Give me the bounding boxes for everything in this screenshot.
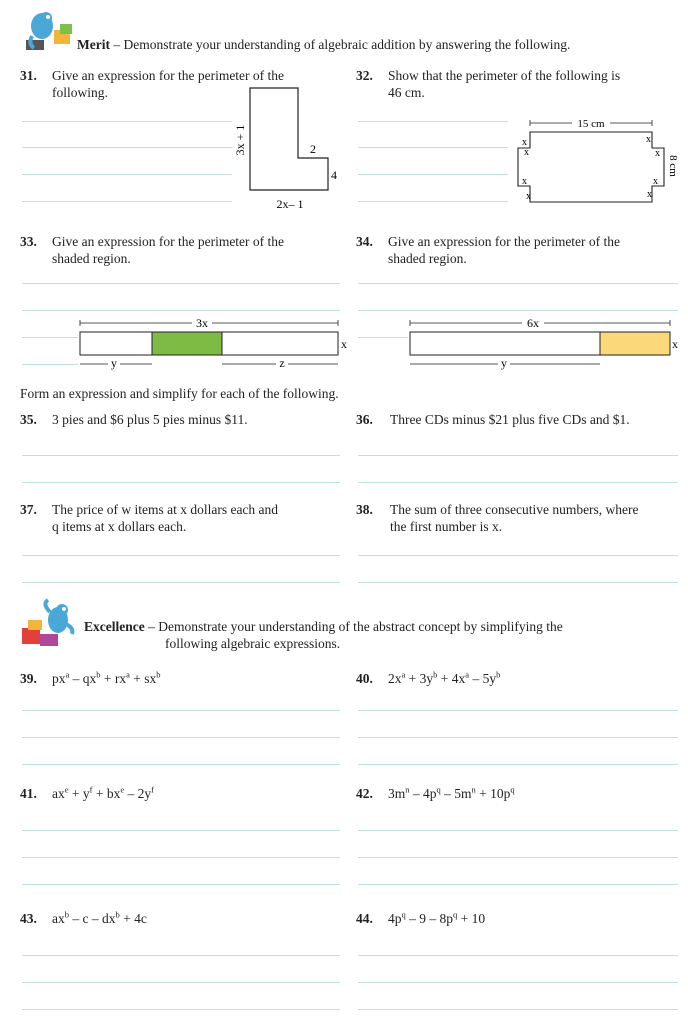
corner-x: x xyxy=(522,176,527,187)
answer-line[interactable] xyxy=(358,982,678,983)
question-expression: $px^a - qx^b + rx^a + sx^b$ xyxy=(52,669,161,686)
question-text: 3 pies and $6 plus 5 pies minus $11. xyxy=(52,412,248,427)
answer-line[interactable] xyxy=(22,857,340,858)
side-right-label: 4 xyxy=(331,168,337,182)
question-number: 40. xyxy=(356,671,373,686)
answer-line[interactable] xyxy=(358,710,678,711)
question-text: Three CDs minus $21 plus five CDs and $1. xyxy=(390,412,630,427)
question-expression: $4p^q - 9 - 8p^q + 10$ xyxy=(388,909,486,926)
answer-line[interactable] xyxy=(22,982,340,983)
excellence-text-2: following algebraic expressions. xyxy=(165,636,341,651)
question-text: Show that the perimeter of the following is xyxy=(388,68,621,83)
top-label: 15 cm xyxy=(577,118,605,130)
answer-line[interactable] xyxy=(22,482,340,483)
question-expression: $ax^e + y^f + bx^e - 2y^f$ xyxy=(52,784,154,801)
question-text: shaded region. xyxy=(388,251,467,266)
question-text: The sum of three consecutive numbers, where xyxy=(390,502,639,517)
mascot-icon xyxy=(20,6,78,54)
question-number: 39. xyxy=(20,671,37,686)
answer-line[interactable] xyxy=(22,737,340,738)
answer-line[interactable] xyxy=(22,283,340,284)
mascot-icon xyxy=(18,598,80,650)
answer-line[interactable] xyxy=(358,283,678,284)
question-number: 44. xyxy=(356,911,373,926)
answer-line[interactable] xyxy=(358,201,508,202)
answer-line[interactable] xyxy=(358,174,508,175)
question-number: 38. xyxy=(356,502,373,517)
merit-heading xyxy=(77,37,570,53)
question-number: 32. xyxy=(356,68,373,83)
answer-line[interactable] xyxy=(358,482,678,483)
answer-line[interactable] xyxy=(22,582,340,583)
answer-line[interactable] xyxy=(22,830,340,831)
left-label: y xyxy=(111,356,117,370)
question-expression: $ax^b - c - dx^b + 4c$ xyxy=(52,909,147,926)
question-number: 33. xyxy=(20,234,37,249)
answer-line[interactable] xyxy=(358,830,678,831)
side-step-label: 2 xyxy=(310,142,316,156)
height-label: x xyxy=(672,337,678,351)
excellence-text: – Demonstrate your understanding of the abstract concept by simplifying the xyxy=(144,619,563,634)
answer-line[interactable] xyxy=(22,364,78,365)
question-text: the first number is x. xyxy=(390,519,503,534)
question-number: 31. xyxy=(20,68,37,83)
answer-line[interactable] xyxy=(358,582,678,583)
question-number: 42. xyxy=(356,786,373,801)
question-number: 34. xyxy=(356,234,373,249)
answer-line[interactable] xyxy=(358,955,678,956)
octagon-diagram xyxy=(512,114,682,206)
answer-line[interactable] xyxy=(22,764,340,765)
excellence-label: Excellence xyxy=(84,619,145,634)
shaded-region xyxy=(600,332,670,355)
question-number: 41. xyxy=(20,786,37,801)
right-label: 8 cm xyxy=(667,155,679,177)
side-bottom-label: 2x– 1 xyxy=(276,197,304,211)
question-expression: $2x^a + 3y^b + 4x^a - 5y^b$ xyxy=(388,669,501,686)
bar-diagram-33 xyxy=(76,316,352,372)
corner-x: x xyxy=(524,147,529,158)
question-text: 46 cm. xyxy=(388,85,425,100)
answer-line[interactable] xyxy=(358,737,678,738)
bar-diagram-34 xyxy=(406,316,684,372)
answer-line[interactable] xyxy=(22,884,340,885)
question-text: q items at x dollars each. xyxy=(52,519,187,534)
top-label: 6x xyxy=(527,316,539,330)
answer-line[interactable] xyxy=(22,121,232,122)
side-left-label: 3x + 1 xyxy=(233,124,247,156)
answer-line[interactable] xyxy=(22,337,78,338)
question-number: 36. xyxy=(356,412,373,427)
answer-line[interactable] xyxy=(358,337,408,338)
excellence-heading xyxy=(84,618,563,652)
question-number: 35. xyxy=(20,412,37,427)
corner-x: x xyxy=(647,189,652,200)
corner-x: x xyxy=(655,148,660,159)
question-number: 43. xyxy=(20,911,37,926)
l-shape-diagram xyxy=(230,84,350,214)
question-text: following. xyxy=(52,85,108,100)
answer-line[interactable] xyxy=(358,884,678,885)
answer-line[interactable] xyxy=(22,201,232,202)
height-label: x xyxy=(341,337,347,351)
question-text: shaded region. xyxy=(52,251,131,266)
answer-line[interactable] xyxy=(358,857,678,858)
answer-line[interactable] xyxy=(22,455,340,456)
merit-label: Merit xyxy=(77,37,110,52)
left-label: y xyxy=(501,356,507,370)
right-label: z xyxy=(279,356,285,370)
answer-line[interactable] xyxy=(22,955,340,956)
corner-x: x xyxy=(653,176,658,187)
answer-line[interactable] xyxy=(22,555,340,556)
question-text: Give an expression for the perimeter of the xyxy=(52,234,285,249)
merit-text: – Demonstrate your understanding of algebraic addition by answering the following. xyxy=(109,37,571,52)
answer-line[interactable] xyxy=(22,1009,340,1010)
corner-x: x xyxy=(522,137,527,148)
corner-x: x xyxy=(646,134,651,145)
form-instruction: Form an expression and simplify for each of the following. xyxy=(20,386,339,401)
top-label: 3x xyxy=(196,316,208,330)
question-expression: $3m^n - 4p^q - 5m^n + 10p^q$ xyxy=(388,784,515,801)
question-text: The price of w items at x dollars each and xyxy=(52,502,279,517)
answer-line[interactable] xyxy=(358,147,508,148)
answer-line[interactable] xyxy=(22,147,232,148)
answer-line[interactable] xyxy=(22,310,340,311)
answer-line[interactable] xyxy=(358,764,678,765)
answer-line[interactable] xyxy=(358,455,678,456)
shaded-region xyxy=(152,332,222,355)
answer-line[interactable] xyxy=(358,555,678,556)
question-text: Give an expression for the perimeter of the xyxy=(52,68,285,83)
question-text: Give an expression for the perimeter of the xyxy=(388,234,621,249)
question-number: 37. xyxy=(20,502,37,517)
answer-line[interactable] xyxy=(358,1009,678,1010)
corner-x: x xyxy=(526,191,531,202)
answer-line[interactable] xyxy=(22,710,340,711)
answer-line[interactable] xyxy=(358,310,678,311)
answer-line[interactable] xyxy=(358,121,508,122)
answer-line[interactable] xyxy=(22,174,232,175)
